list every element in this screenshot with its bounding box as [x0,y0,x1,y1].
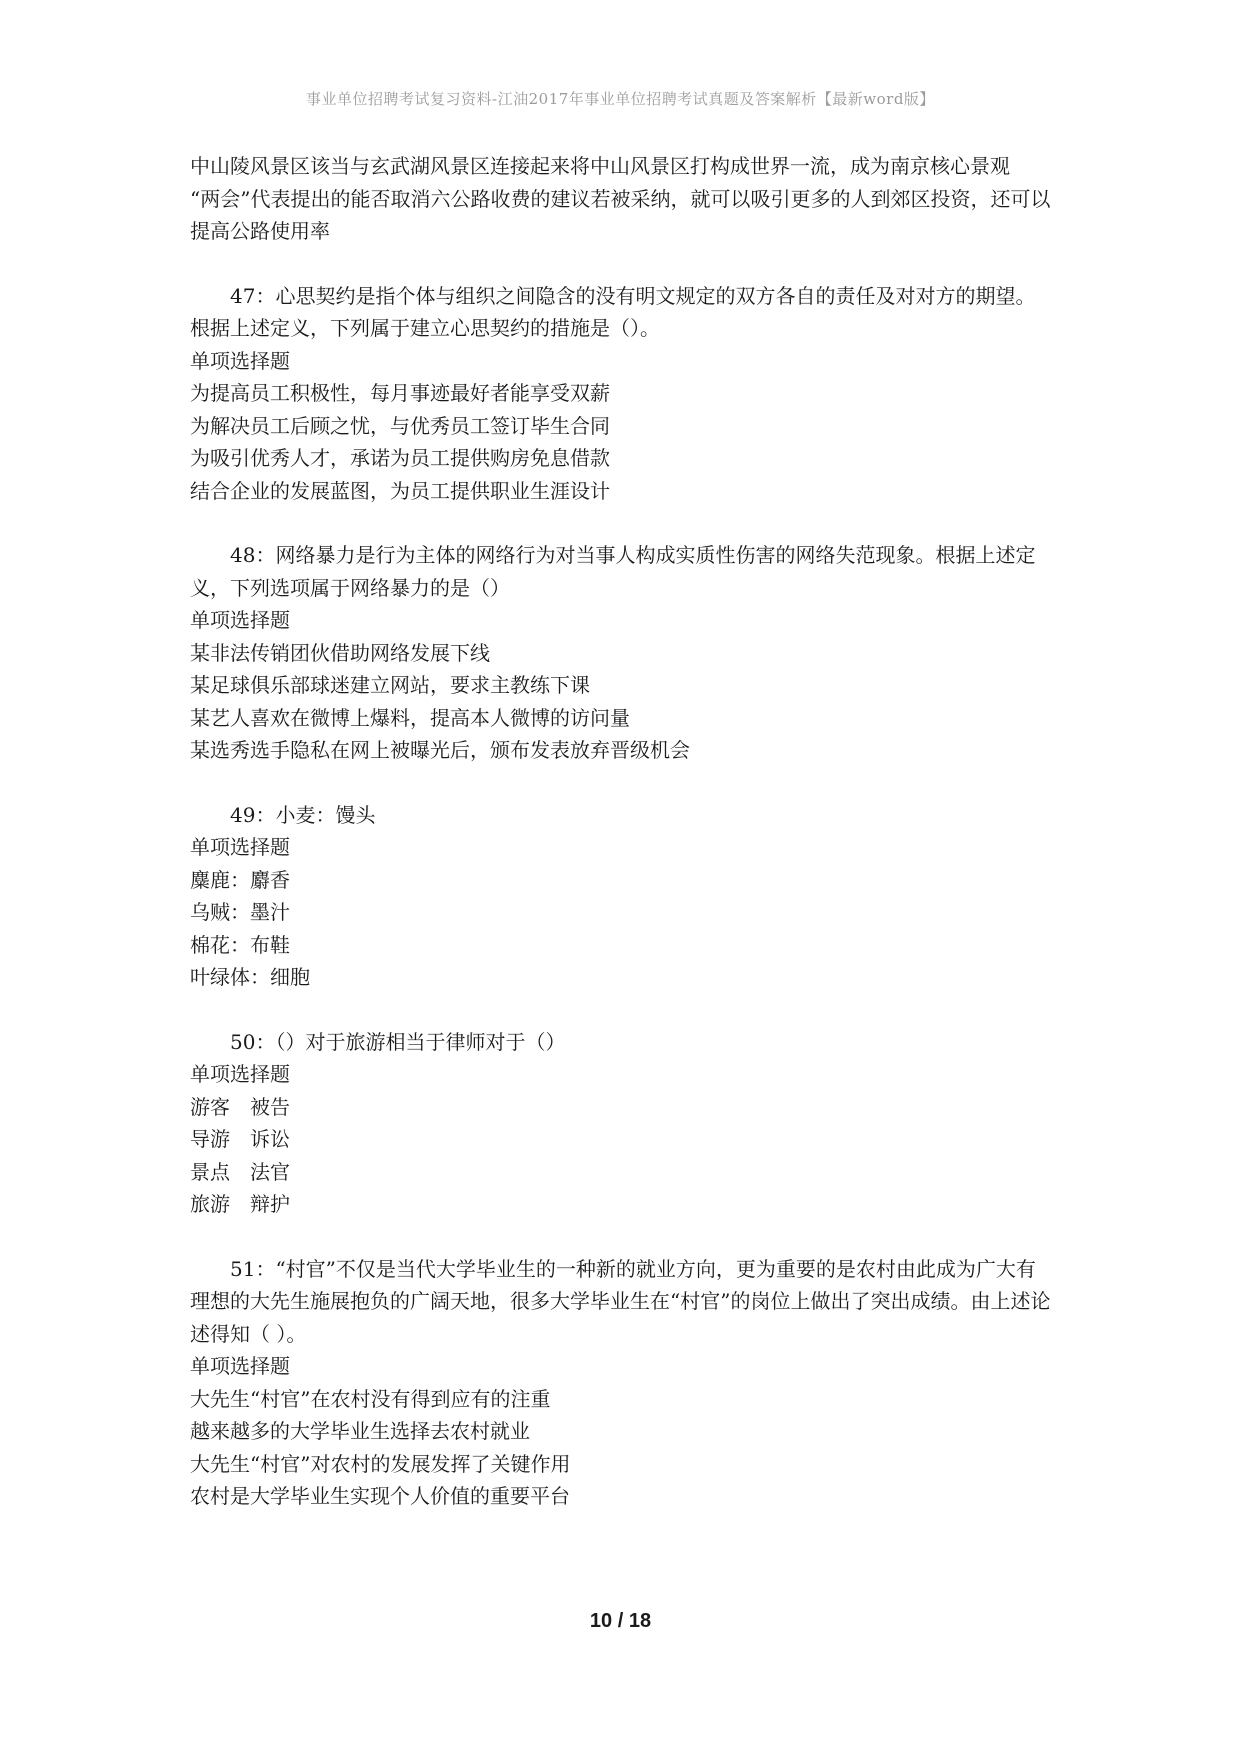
intro-option-1: 中山陵风景区该当与玄武湖风景区连接起来将中山风景区打构成世界一流，成为南京核心景观 [190,154,1010,178]
page-number: 10 / 18 [589,1610,652,1632]
question-stem: 48：网络暴力是行为主体的网络行为对当事人构成实质性伤害的网络失范现象。根据上述定义，下列选项属于网络暴力的是（） [190,543,1036,600]
option-b: 越来越多的大学毕业生选择去农村就业 [190,1419,530,1443]
question-type: 单项选择题 [190,1354,290,1378]
page-header: 事业单位招聘考试复习资料-江油2017年事业单位招聘考试真题及答案解析【最新word版】 [306,90,935,108]
option-d: 某选秀选手隐私在网上被曝光后，颁布发表放弃晋级机会 [190,738,690,762]
option-b: 某足球俱乐部球迷建立网站，要求主教练下课 [190,673,590,697]
option-c: 为吸引优秀人才，承诺为员工提供购房免息借款 [190,446,610,470]
question-stem: 47：心思契约是指个体与组织之间隐含的没有明文规定的双方各自的责任及对对方的期望。根据上述定义，下列属于建立心思契约的措施是（）。 [190,283,1036,340]
question-51 [190,1253,1055,1513]
option-d: 旅游 辩护 [190,1192,290,1216]
question-48 [190,539,1055,767]
question-type: 单项选择题 [190,1062,290,1086]
question-stem: 50：（）对于旅游相当于律师对于（） [230,1029,566,1054]
option-a: 麋鹿：麝香 [190,867,290,892]
option-a: 大先生“村官”在农村没有得到应有的注重 [190,1386,551,1411]
question-47 [190,280,1055,508]
option-b: 为解决员工后顾之忧，与优秀员工签订毕生合同 [190,413,610,438]
option-c: 棉花：布鞋 [190,932,290,957]
question-type: 单项选择题 [190,348,290,373]
question-50 [190,1026,1055,1221]
option-a: 为提高员工积极性，每月事迹最好者能享受双薪 [190,381,610,405]
option-b: 乌贼：墨汁 [190,900,290,924]
question-stem: 49：小麦：馒头 [230,802,376,827]
question-49 [190,799,1055,994]
option-c: 某艺人喜欢在微博上爆料，提高本人微博的访问量 [190,705,630,730]
option-c: 大先生“村官”对农村的发展发挥了关键作用 [190,1451,571,1476]
question-type: 单项选择题 [190,835,290,859]
option-c: 景点 法官 [190,1159,290,1184]
option-b: 导游 诉讼 [190,1127,290,1151]
option-d: 叶绿体：细胞 [190,965,310,989]
question-stem: 51：“村官”不仅是当代大学毕业生的一种新的就业方向，更为重要的是农村由此成为广大有理想的大先生施展抱负的广阔天地，很多大学毕业生在“村官”的岗位上做出了突出成绩。由上述论述得知（ ）。 [190,1256,1051,1346]
document-body [190,150,1055,1513]
option-a: 游客 被告 [190,1094,290,1119]
question-type: 单项选择题 [190,608,290,632]
option-d: 结合企业的发展蓝图，为员工提供职业生涯设计 [190,478,610,503]
intro-option-2: “两会”代表提出的能否取消六公路收费的建议若被采纳，就可以吸引更多的人到郊区投资，还可以提高公路使用率 [190,186,1051,243]
option-d: 农村是大学毕业生实现个人价值的重要平台 [190,1484,570,1508]
option-a: 某非法传销团伙借助网络发展下线 [190,640,490,665]
